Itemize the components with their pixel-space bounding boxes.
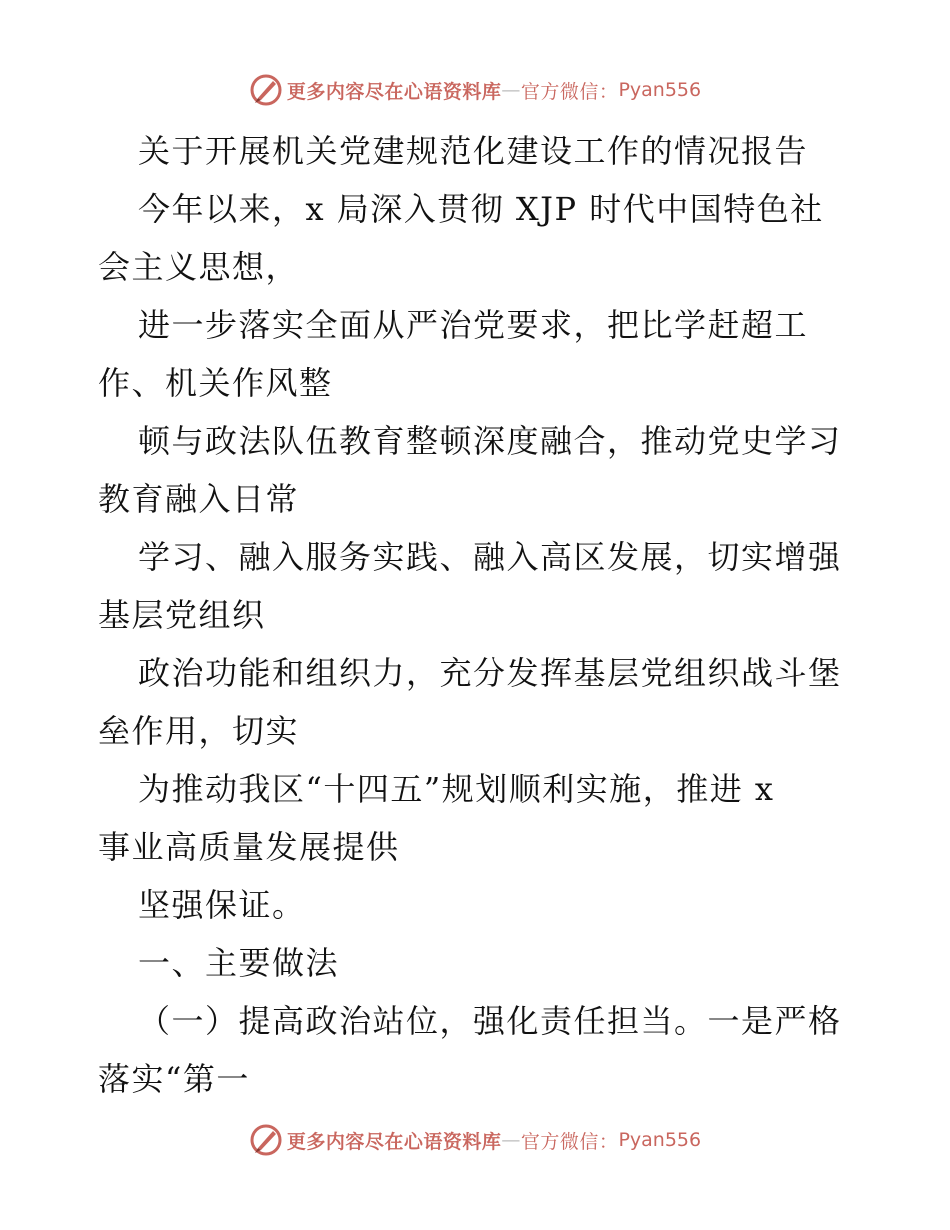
text-line: 为推动我区“十四五”规划顺利实施，推进 x: [138, 770, 775, 808]
text-line: （一）提高政治站位，强化责任担当。一是严格: [138, 1002, 842, 1040]
text-line: 事业高质量发展提供: [98, 828, 400, 866]
watermark-main-text: 更多内容尽在心语资料库: [286, 1130, 502, 1153]
text-line: 基层党组织: [98, 596, 266, 634]
text-line: 作、机关作风整: [98, 364, 333, 402]
watermark-id: Pyan556: [618, 79, 702, 101]
text-line: 垒作用，切实: [98, 712, 300, 750]
watermark-header: [0, 70, 950, 110]
section-heading: 一、主要做法: [138, 944, 340, 982]
watermark-main-text: 更多内容尽在心语资料库: [286, 80, 502, 103]
watermark-id: Pyan556: [618, 1129, 702, 1151]
watermark-sub-text: 官方微信：: [520, 80, 619, 103]
watermark-separator: —: [501, 1129, 521, 1151]
watermark-footer: [0, 1120, 950, 1160]
text-line: 顿与政法队伍教育整顿深度融合，推动党史学习: [138, 422, 842, 460]
text-line: 进一步落实全面从严治党要求，把比学赶超工: [138, 306, 809, 344]
document-body: [98, 122, 858, 1108]
text-line: 会主义思想，: [98, 248, 300, 286]
watermark-sub-text: 官方微信：: [520, 1130, 619, 1153]
text-line: 落实“第一: [98, 1060, 250, 1098]
document-title: 关于开展机关党建规范化建设工作的情况报告: [138, 132, 809, 170]
text-line: 教育融入日常: [98, 480, 300, 518]
watermark-separator: —: [501, 79, 521, 101]
quill-logo-icon: [249, 73, 283, 107]
quill-logo-icon: [249, 1123, 283, 1157]
text-line: 今年以来，x 局深入贯彻 XJP 时代中国特色社: [138, 190, 824, 228]
text-line: 政治功能和组织力，充分发挥基层党组织战斗堡: [138, 654, 842, 692]
text-line: 坚强保证。: [138, 886, 306, 924]
text-line: 学习、融入服务实践、融入高区发展，切实增强: [138, 538, 842, 576]
